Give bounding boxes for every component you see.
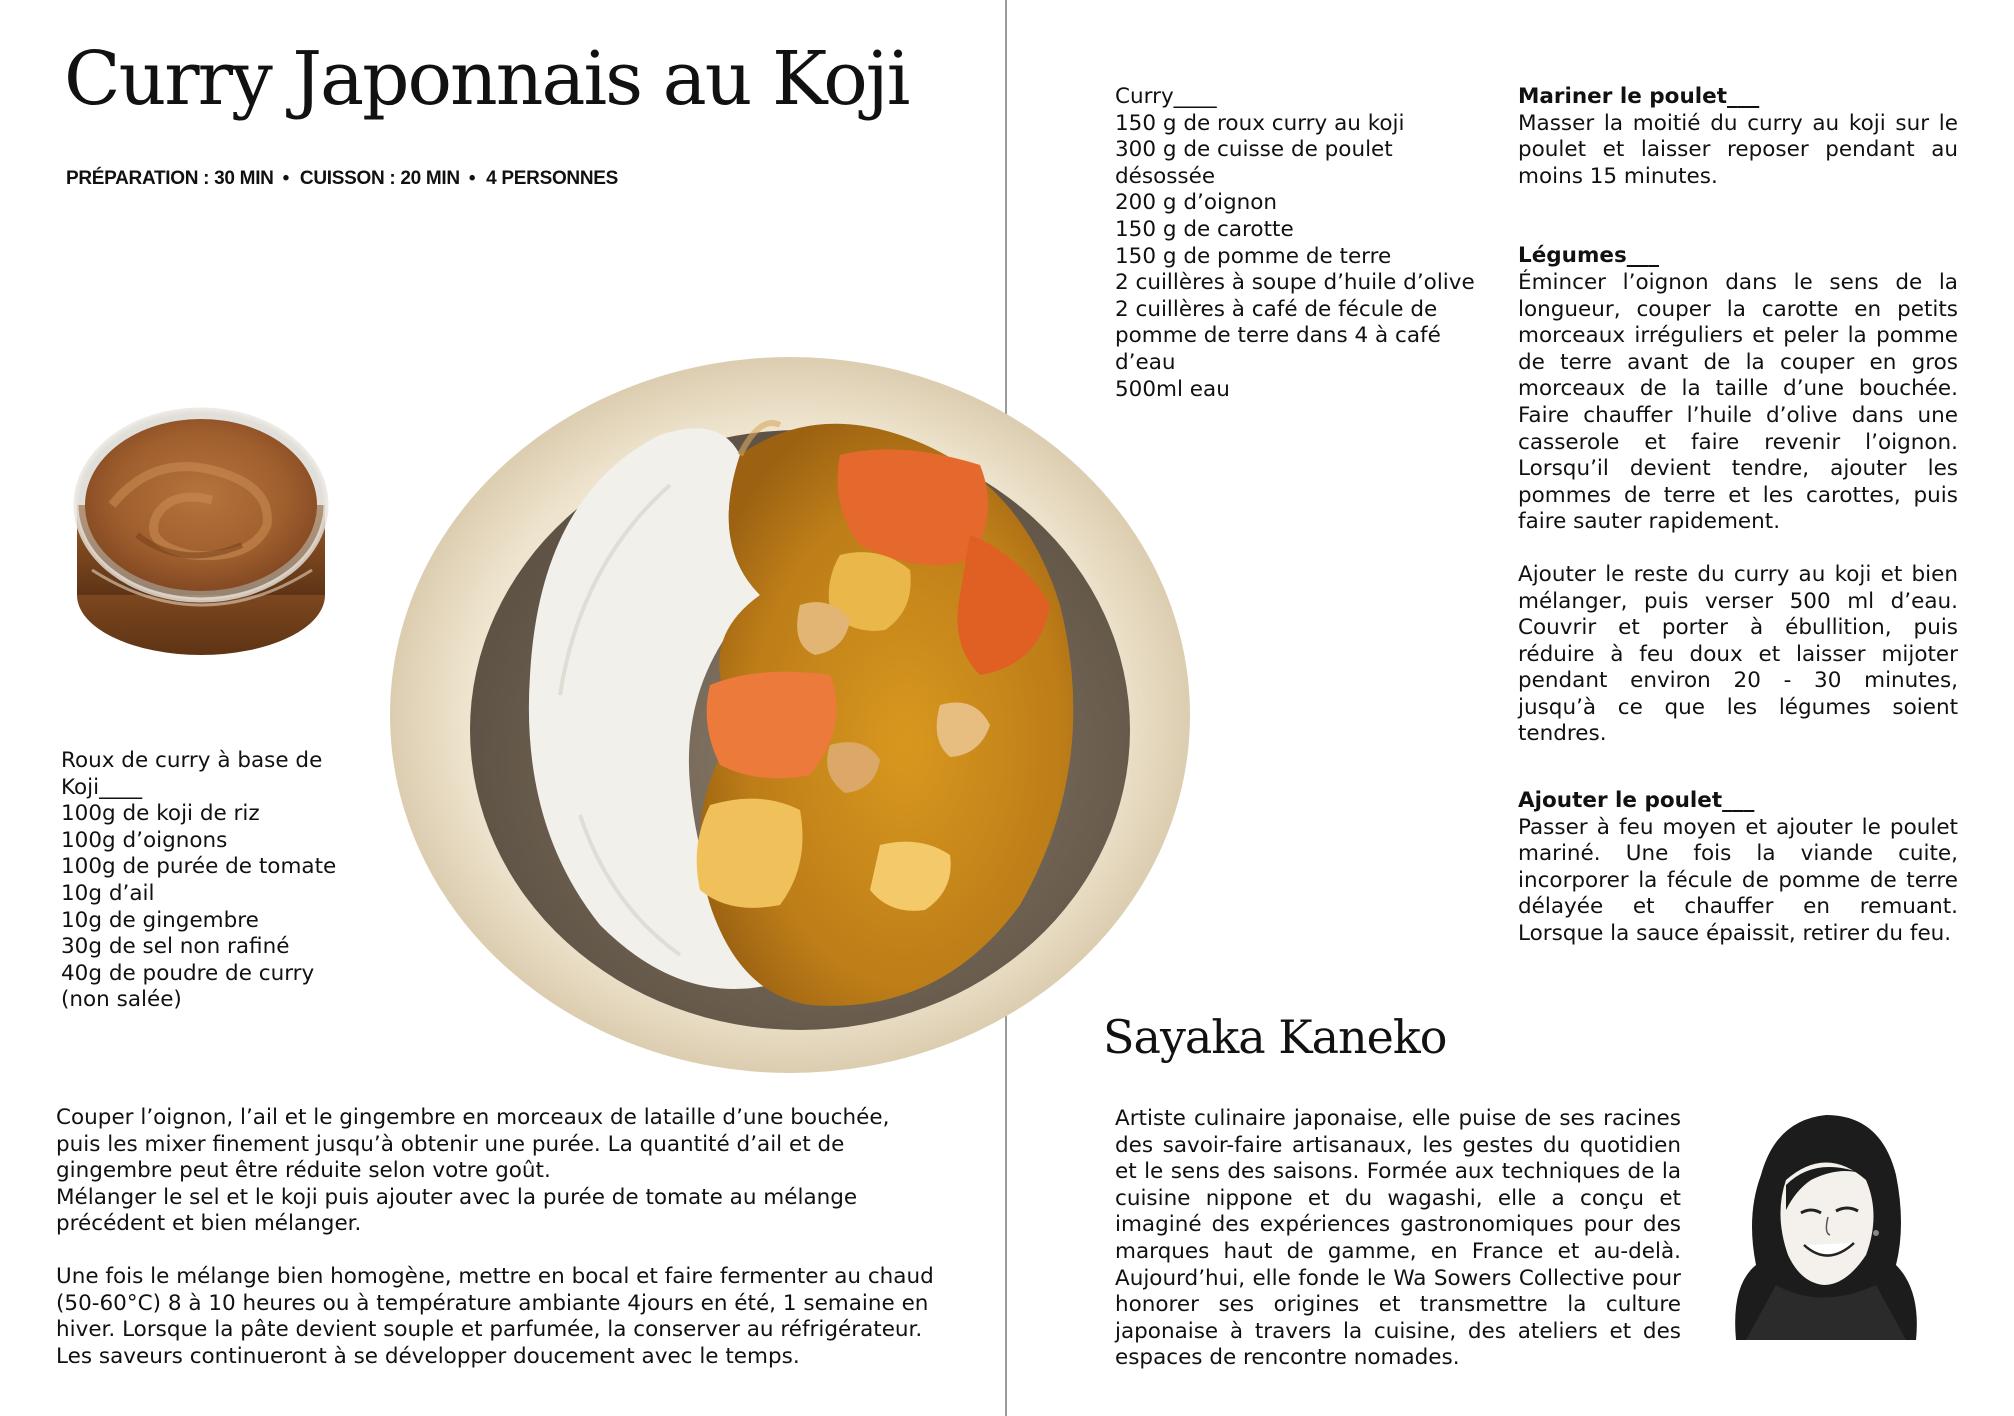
ingredient-item: 150 g de carotte [1115,216,1294,242]
recipe-meta [66,168,618,190]
ingredient-item: 100g d’oignons [61,827,228,853]
curry-heading: Curry____ [1115,84,1217,109]
roux-ingredients [61,748,341,1014]
step-heading-chicken: Ajouter le poulet___ [1518,788,1755,814]
step-paragraph: Passer à feu moyen et ajouter le poulet mariné. Une fois la viande cuite, incorporer la fécule de pomme de terre délayée et chauffer en remuant. Lorsque la sauce épaissit, retirer du feu. [1518,814,1958,947]
ingredient-item: 2 cuillères à soupe d’huile d’olive [1115,270,1475,296]
ingredient-item: 150 g de roux curry au koji [1115,110,1405,136]
roux-step-1: Couper l’oignon, l’ail et le gingembre en morceaux de lataille d’une bouchée, puis les mixer finement jusqu’à obtenir une purée. La quantité d’ail et de gingembre peut être réduite selon votre goût. Mélanger le sel et le koji puis ajouter avec la purée de tomate au mélange précédent et bien mélanger. [56,1105,890,1237]
koji-jar-illustration [62,395,340,667]
curry-plate-illustration [380,345,1200,1085]
ingredient-item: 200 g d’oignon [1115,190,1278,216]
paragraph-spacer [1518,536,1958,562]
curry-ingredients [1115,84,1490,403]
ingredient-item: 100g de purée de tomate [61,854,337,880]
paragraph-spacer [1518,190,1958,243]
ingredient-item: 300 g de cuisse de poulet désossée [1115,137,1393,189]
step-heading-marinate: Mariner le poulet___ [1518,84,1760,109]
ingredient-item: 2 cuillères à café de fécule de pomme de terre dans 4 à café d’eau [1115,296,1441,375]
paragraph-spacer [1518,748,1958,788]
author-bio-text: Artiste culinaire japonaise, elle puise de ses racines des savoir-faire artisanaux, les gestes du quotidien et le sens des saisons. Formée aux techniques de la cuisine nippone et du wagashi, elle a conçu et imaginé des expériences gastronomiques pour des marques haut de gamme, en France et au-delà. Aujourd’hui, elle fonde le Wa Sowers Collective pour honorer ses origines et transmettre la culture japonaise à travers la cuisine, des ateliers et des espaces de rencontre nomades. [1115,1106,1681,1371]
ingredient-item: 150 g de pomme de terre [1115,243,1392,269]
author-bio [1115,1106,1681,1372]
step-paragraph: Masser la moitié du curry au koji sur le poulet et laisser reposer pendant au moins 15 minutes. [1518,110,1958,189]
step-paragraph: Ajouter le reste du curry au koji et bien mélanger, puis verser 500 ml d’eau. Couvrir et porter à ébullition, puis réduire à feu doux et laisser mijoter pendant environ 20 - 30 minutes, jusqu’à ce que les légumes soient tendres. [1518,561,1958,747]
ingredient-item: 100g de koji de riz [61,801,260,827]
author-name: Sayaka Kaneko [1103,1010,1447,1064]
author-portrait [1716,1105,1931,1345]
meta-separator: • [282,168,289,189]
recipe-title: Curry Japonnais au Koji [64,36,909,122]
roux-heading: Roux de curry à base de Koji____ [61,748,323,800]
roux-step-2: Une fois le mélange bien homogène, mettre en bocal et faire fermenter au chaud (50-60°C) 8 à 10 heures ou à température ambiante 4jours en été, 1 semaine en hiver. Lorsque la pâte devient souple et parfumée, la conserver au réfrigérateur. Les saveurs continueront à se développer doucement avec le temps. [56,1263,934,1369]
cook-time: CUISSON : 20 MIN [299,168,460,189]
step-heading-vegetables: Légumes___ [1518,243,1660,269]
ingredient-item: 500ml eau [1115,376,1230,402]
paragraph-spacer [56,1238,936,1264]
roux-method [56,1105,936,1370]
ingredient-item: 10g d’ail [61,880,155,906]
ingredient-item: 40g de poudre de curry (non salée) [61,960,315,1013]
servings: 4 PERSONNES [486,168,619,189]
ingredient-item: 30g de sel non rafiné [61,934,290,960]
curry-steps [1518,84,1958,948]
step-paragraph: Émincer l’oignon dans le sens de la longueur, couper la carotte en petits morceaux irréguliers et peler la pomme de terre avant de la couper en gros morceaux de la taille d’une bouchée. Faire chauffer l’huile d’olive dans une casserole et faire revenir l’oignon. Lorsqu’il devient tendre, ajouter les pommes de terre et les carottes, puis faire sauter rapidement. [1518,269,1958,535]
ingredient-item: 10g de gingembre [61,907,259,933]
meta-separator: • [468,168,476,189]
prep-time: PRÉPARATION : 30 MIN [66,168,274,189]
